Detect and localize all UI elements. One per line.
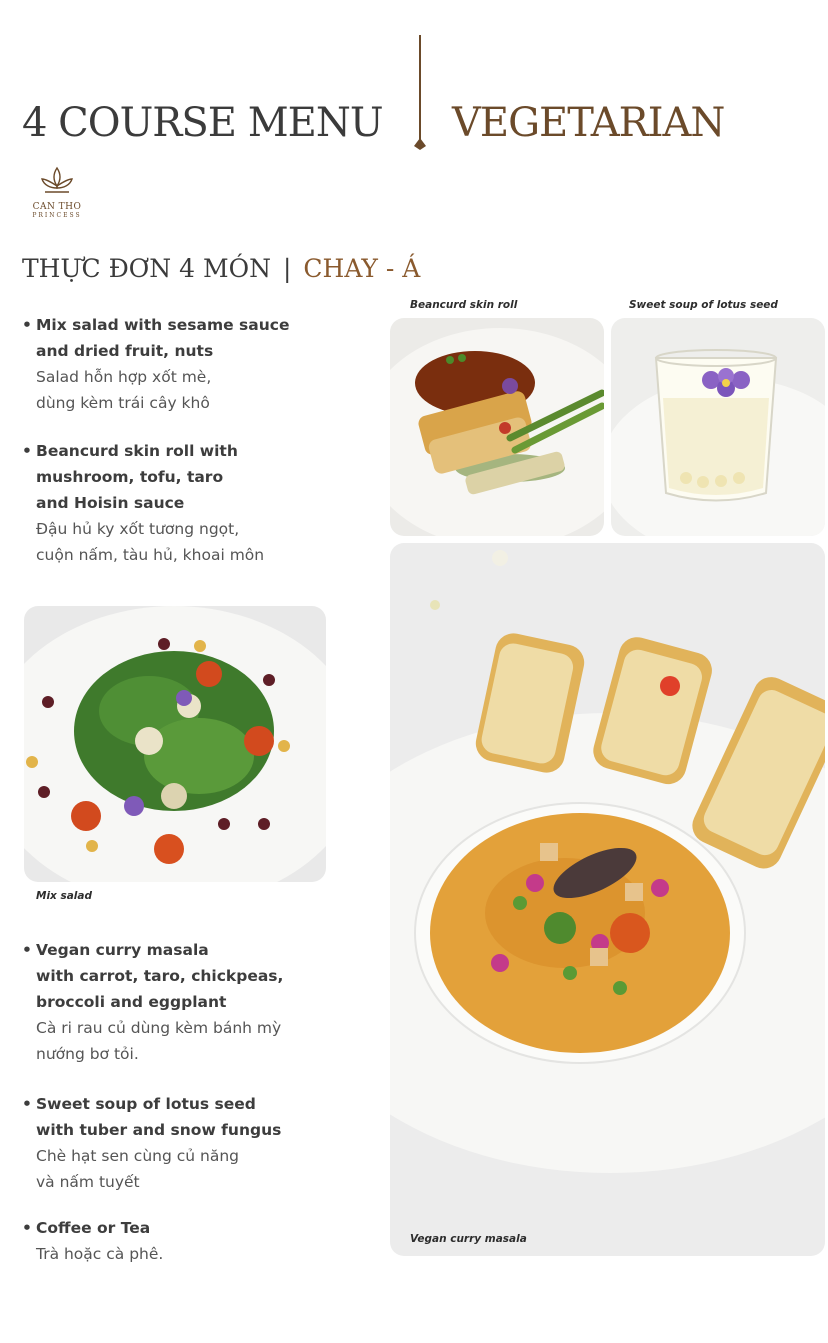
brand-logo [22,166,92,219]
photo-lotus-soup [611,318,825,536]
dish-desc-line: nướng bơ tỏi. [36,1045,139,1063]
dish-name-en [22,1215,362,1241]
dish-desc-line: Chè hạt sen cùng củ năng [36,1147,239,1165]
caption-beancurd: Beancurd skin roll [410,299,518,311]
subtitle-separator: | [282,254,292,283]
title-divider [419,35,421,145]
dish-name-en [22,937,362,1015]
dish-name-en [22,438,362,516]
menu-item-curry [22,937,362,1067]
dish-name-vi [22,364,362,416]
menu-item-lotus-soup [22,1091,362,1195]
photo-beancurd-roll [390,318,604,536]
dish-name-line: with carrot, taro, chickpeas, [36,967,284,985]
dish-desc-line: dùng kèm trái cây khô [36,394,210,412]
dish-name-line: • Vegan curry masala [36,941,209,959]
dish-name-vi [22,516,362,568]
dish-name-line: • Coffee or Tea [36,1219,151,1237]
dish-name-vi [22,1241,362,1267]
lotus-logo-icon [39,166,75,196]
divider-ornament-icon [412,138,428,150]
dish-name-line: with tuber and snow fungus [36,1121,282,1139]
dish-name-line: and dried fruit, nuts [36,342,214,360]
dish-name-vi [22,1015,362,1067]
caption-curry: Vegan curry masala [410,1233,527,1245]
mix-salad-illustration [24,606,326,882]
subtitle-vietnamese: THỰC ĐƠN 4 MÓN [22,254,271,283]
dish-desc-line: Cà ri rau củ dùng kèm bánh mỳ [36,1019,282,1037]
dish-name-en [22,312,362,364]
dish-desc-line: Trà hoặc cà phê. [36,1245,164,1263]
dish-name-vi [22,1143,362,1195]
menu-category-title: VEGETARIAN [452,100,725,146]
brand-subname: PRINCESS [32,212,82,219]
dish-name-line: • Sweet soup of lotus seed [36,1095,256,1113]
dish-desc-line: Đậu hủ ky xốt tương ngọt, [36,520,240,538]
dish-desc-line: cuộn nấm, tàu hủ, khoai môn [36,546,265,564]
menu-subtitle [22,252,420,286]
caption-lotus: Sweet soup of lotus seed [629,299,778,311]
photo-vegan-curry [390,543,825,1256]
menu-title: 4 COURSE MENU [22,100,383,146]
photo-mix-salad [24,606,326,882]
subtitle-category: CHAY - Á [303,254,421,283]
dish-desc-line: và nấm tuyết [36,1173,140,1191]
menu-item-beancurd [22,438,362,568]
dish-desc-line: Salad hỗn hợp xốt mè, [36,368,212,386]
dish-name-line: broccoli and eggplant [36,993,227,1011]
dish-name-line: mushroom, tofu, taro [36,468,224,486]
menu-item-coffee-tea [22,1215,362,1267]
brand-name: CAN THO [32,202,82,212]
menu-item-salad [22,312,362,416]
dish-name-line: • Mix salad with sesame sauce [36,316,290,334]
dish-name-line: • Beancurd skin roll with [36,442,238,460]
vegan-curry-illustration [390,543,825,1256]
dish-name-en [22,1091,362,1143]
lotus-soup-illustration [611,318,825,536]
dish-name-line: and Hoisin sauce [36,494,185,512]
caption-salad: Mix salad [36,890,93,902]
beancurd-roll-illustration [390,318,604,536]
